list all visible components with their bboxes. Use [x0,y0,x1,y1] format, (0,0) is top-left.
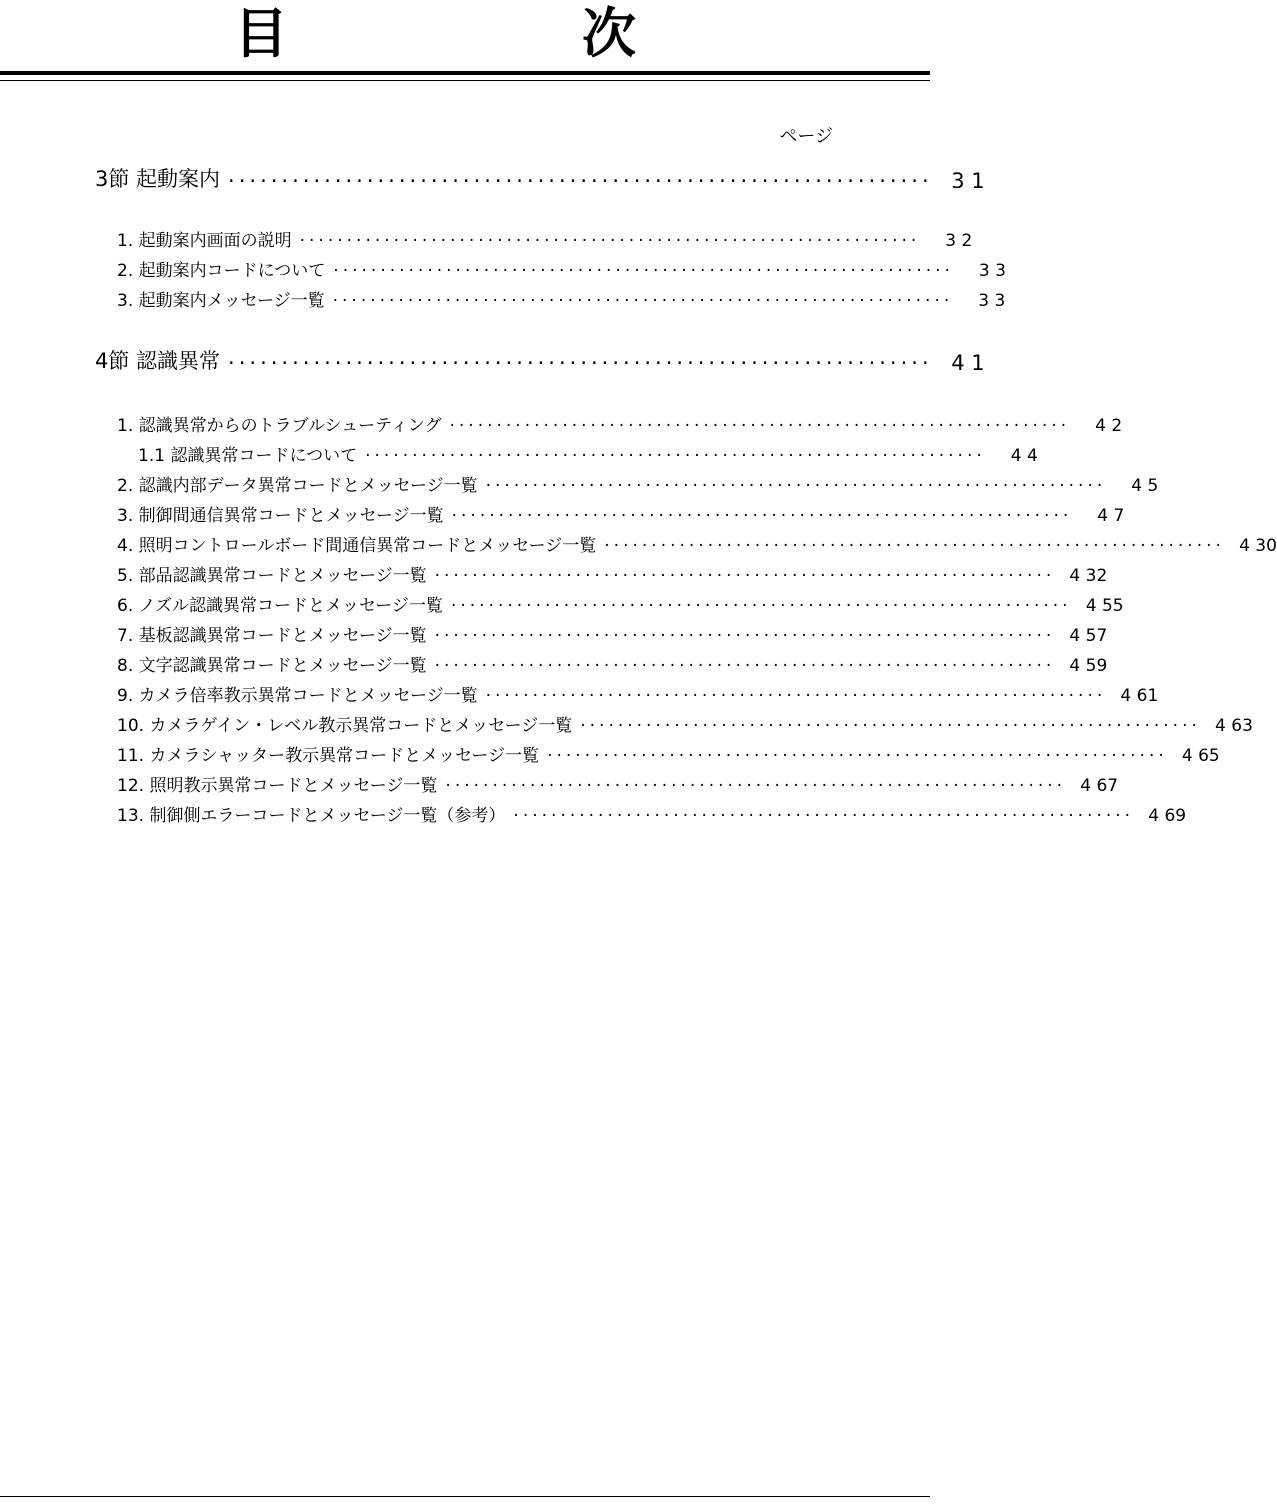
toc-section-page: 4 1 [951,351,985,375]
toc-item-label: 12. 照明教示異常コードとメッセージ一覧 [117,776,438,796]
toc-item-label: 3. 制御間通信異常コードとメッセージ一覧 [117,506,444,526]
toc-item-page: 4 32 [1069,566,1108,586]
leader-dots: ·································································· [434,566,1056,586]
toc-item-label: 1. 起動案内画面の説明 [117,231,292,251]
toc-section-page: 3 1 [951,169,985,193]
toc-item-label: 2. 認識内部データ異常コードとメッセージ一覧 [117,476,478,496]
toc-item[interactable] [117,472,1159,496]
toc-item[interactable] [117,502,1125,526]
toc-item-label: 4. 照明コントロールボード間通信異常コードとメッセージ一覧 [117,536,597,556]
toc-item-page: 3 3 [978,291,1006,311]
toc-item[interactable] [117,802,1187,826]
toc-item[interactable] [117,287,1006,311]
toc-item-page: 4 69 [1148,806,1187,826]
toc-item-page: 4 5 [1131,476,1159,496]
toc-item-page: 4 2 [1095,416,1123,436]
leader-dots: ·································································· [365,446,986,466]
leader-dots: ·································································· [434,656,1056,676]
toc-item-label: 9. カメラ倍率教示異常コードとメッセージ一覧 [117,686,478,706]
toc-item-page: 4 55 [1085,596,1124,616]
toc-item-page: 3 3 [978,261,1006,281]
toc-item-label: 10. カメラゲイン・レベル教示異常コードとメッセージ一覧 [117,716,573,736]
leader-dots: ·································································· [228,351,933,375]
toc-item[interactable] [117,562,1108,586]
toc-item[interactable] [117,772,1119,796]
toc-section-4[interactable] [95,345,985,375]
leader-dots: ·································································· [485,686,1107,706]
toc-section-3[interactable] [95,163,985,193]
toc-item[interactable] [117,712,1253,736]
leader-dots: ·································································· [445,776,1067,796]
leader-dots: ·································································· [580,716,1201,736]
leader-dots: ·································································· [513,806,1135,826]
toc-item-page: 4 57 [1069,626,1108,646]
leader-dots: ·································································· [604,536,1225,556]
leader-dots: ·································································· [451,506,1073,526]
leader-dots: ·································································· [450,596,1072,616]
title-rule-thin [0,80,930,81]
toc-section-label: 3節 起動案内 [95,167,221,191]
title-rule-thick [0,71,930,75]
toc-item[interactable] [117,257,1006,281]
toc-item-page: 4 7 [1097,506,1125,526]
page-column-label: ページ [779,126,833,147]
leader-dots: ·································································· [434,626,1056,646]
toc-item[interactable] [117,622,1108,646]
toc-item-label: 1. 認識異常からのトラブルシューティング [117,416,442,436]
toc-item-label: 2. 起動案内コードについて [117,261,326,281]
toc-item[interactable] [117,592,1124,616]
toc-item-page: 4 63 [1215,716,1253,736]
toc-item-page: 4 59 [1069,656,1108,676]
leader-dots: ·································································· [449,416,1071,436]
toc-item-page: 4 30 [1239,536,1277,556]
leader-dots: ·································································· [332,291,954,311]
toc-item-label: 13. 制御側エラーコードとメッセージ一覧（参考） [117,806,506,826]
toc-section-label: 4節 認識異常 [95,349,221,373]
toc-item-page: 4 65 [1181,746,1220,766]
toc-item-label: 5. 部品認識異常コードとメッセージ一覧 [117,566,427,586]
toc-item[interactable] [117,412,1123,436]
toc-item-page: 3 2 [945,231,973,251]
toc-item-page: 4 61 [1120,686,1159,706]
leader-dots: ·································································· [333,261,954,281]
toc-subitem[interactable] [138,442,1038,466]
toc-item-label: 7. 基板認識異常コードとメッセージ一覧 [117,626,427,646]
toc-item[interactable] [117,742,1220,766]
page-title: 目 次 [234,2,756,65]
toc-item-label: 6. ノズル認識異常コードとメッセージ一覧 [117,596,443,616]
leader-dots: ·································································· [547,746,1168,766]
toc-item-label: 11. カメラシャッター教示異常コードとメッセージ一覧 [117,746,540,766]
toc-item-label: 8. 文字認識異常コードとメッセージ一覧 [117,656,427,676]
leader-dots: ·································································· [228,169,933,193]
leader-dots: ·································································· [485,476,1107,496]
leader-dots: ·································································· [299,231,921,251]
toc-item[interactable] [117,532,1277,556]
toc-item-page: 4 67 [1080,776,1119,796]
footer-rule [0,1496,930,1497]
toc-item[interactable] [117,682,1159,706]
toc-item-label: 1.1 認識異常コードについて [138,446,358,466]
toc-item-label: 3. 起動案内メッセージ一覧 [117,291,325,311]
toc-item-page: 4 4 [1010,446,1038,466]
toc-item[interactable] [117,652,1108,676]
toc-item[interactable] [117,227,973,251]
